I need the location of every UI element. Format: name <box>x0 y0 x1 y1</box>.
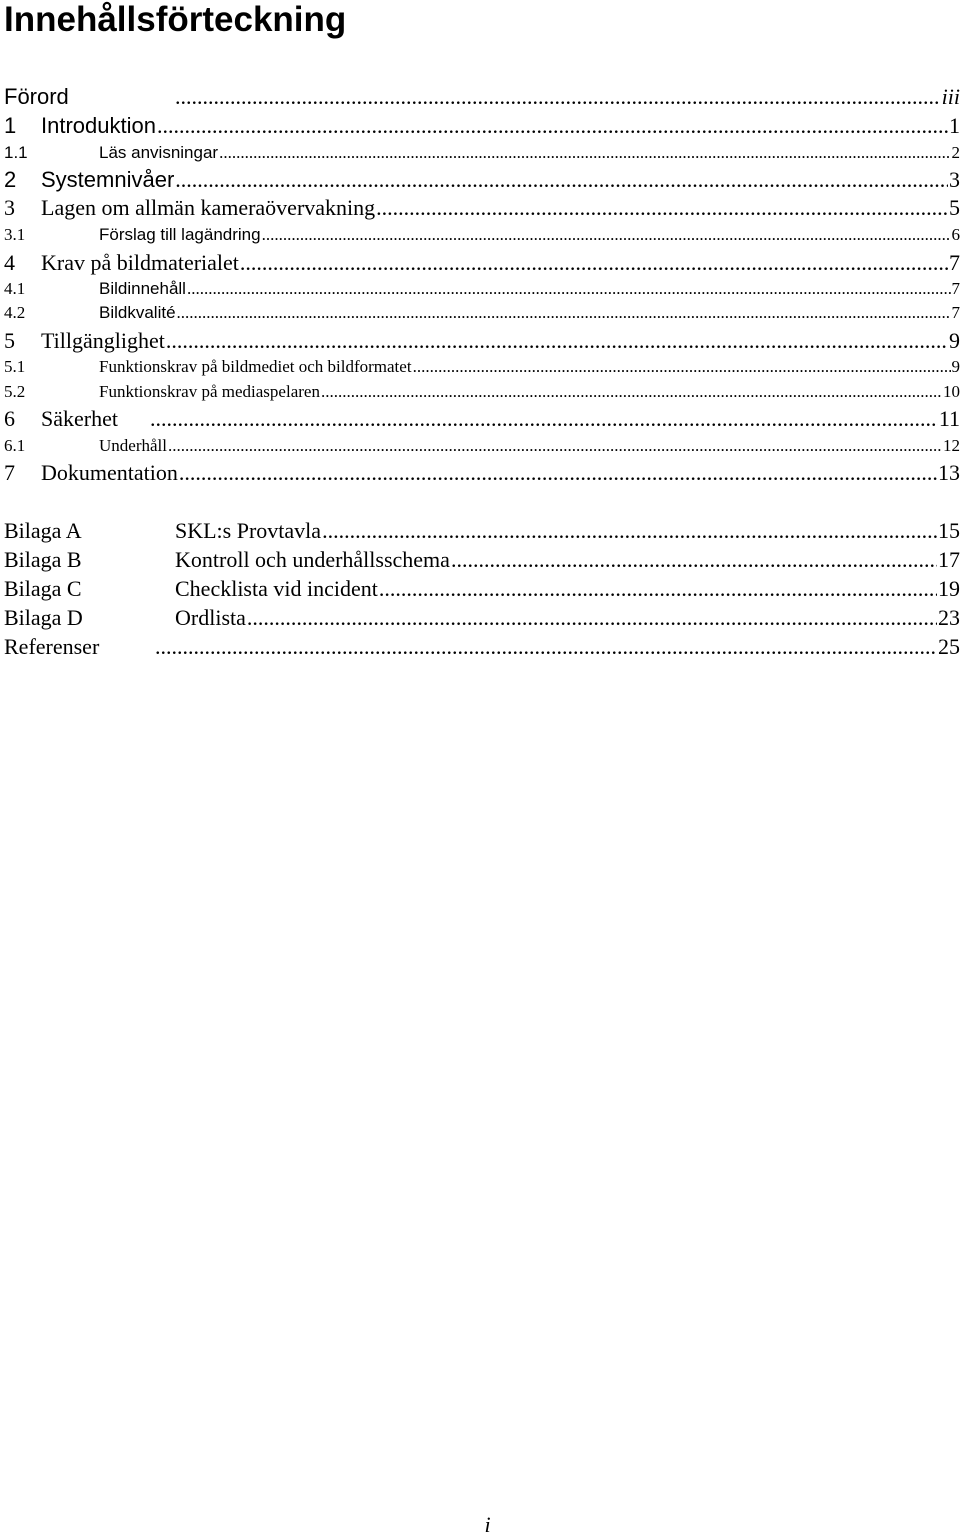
toc-entry-title: Funktionskrav på mediaspelaren <box>99 382 320 401</box>
toc-leader <box>247 605 937 631</box>
toc-references[interactable] <box>4 634 960 660</box>
toc-leader <box>219 143 950 163</box>
toc-section-number: 6 <box>4 406 15 431</box>
toc-entry-1-1[interactable] <box>4 143 960 163</box>
toc-leader <box>175 167 948 193</box>
toc-leader <box>150 406 938 432</box>
toc-page-number: 3 <box>949 167 960 192</box>
toc-page-number: 12 <box>943 436 960 455</box>
toc-page-number: 10 <box>943 382 960 401</box>
toc-page-number: 11 <box>938 406 960 431</box>
toc-leader <box>451 547 937 573</box>
toc-page-number: 23 <box>938 605 960 630</box>
toc-entry-title: Säkerhet <box>41 406 118 431</box>
toc-page-number: 7 <box>951 279 960 298</box>
toc-entry-title: Läs anvisningar <box>99 143 219 162</box>
toc-entry-4-2[interactable] <box>4 303 960 323</box>
toc-entry-1[interactable] <box>4 113 960 139</box>
toc-leader <box>322 518 937 544</box>
toc-leader <box>187 279 951 299</box>
toc-page-number: 15 <box>938 518 960 543</box>
toc-entry-title: Tillgänglighet <box>41 328 165 353</box>
toc-leader <box>240 250 948 276</box>
toc-page-number: 25 <box>938 634 960 659</box>
toc-entry-title: Förslag till lagändring <box>99 225 261 244</box>
toc-leader <box>157 113 948 139</box>
toc-leader <box>155 634 937 660</box>
toc-leader <box>379 576 937 602</box>
toc-entry-4-1[interactable] <box>4 279 960 299</box>
toc-entry-title: Systemnivåer <box>41 167 175 192</box>
toc-leader <box>376 195 948 221</box>
toc-leader <box>175 84 941 110</box>
toc-section-number: 4 <box>4 250 15 275</box>
toc-leader <box>168 436 942 456</box>
toc-page-number: 13 <box>938 460 960 485</box>
toc-appendix-d[interactable] <box>4 605 960 631</box>
toc-entry-4[interactable] <box>4 250 960 276</box>
toc-entry-title: Introduktion <box>41 113 156 138</box>
toc-entry-title: Referenser <box>4 634 100 659</box>
toc-page-number: 7 <box>951 303 960 322</box>
toc-section-number: 1.1 <box>4 143 28 162</box>
toc-section-number: 5.1 <box>4 357 26 376</box>
toc-entry-6[interactable] <box>4 406 960 432</box>
toc-entry-title: Krav på bildmaterialet <box>41 250 239 275</box>
toc-section-number: 4.2 <box>4 303 26 322</box>
toc-page-number: 5 <box>949 195 960 220</box>
toc-section-number: 4.1 <box>4 279 26 298</box>
toc-page-number: 9 <box>949 328 960 353</box>
toc-leader <box>179 460 937 486</box>
toc-section-number: 1 <box>4 113 17 138</box>
toc-entry-forord[interactable] <box>4 84 960 110</box>
toc-section-number: 3.1 <box>4 225 26 244</box>
toc-appendix-label: Bilaga A <box>4 518 82 543</box>
toc-page-number: 17 <box>938 547 960 572</box>
toc-entry-title: Bildinnehåll <box>99 279 186 298</box>
toc-page-number: 6 <box>951 225 960 244</box>
page-title: Innehållsförteckning <box>4 0 347 39</box>
toc-appendix-c[interactable] <box>4 576 960 602</box>
toc-entry-7[interactable] <box>4 460 960 486</box>
toc-page-number: 1 <box>949 113 960 138</box>
toc-page-number: 9 <box>951 357 960 376</box>
toc-leader <box>262 225 951 245</box>
toc-entry-5-2[interactable] <box>4 382 960 402</box>
toc-appendix-label: Bilaga C <box>4 576 82 601</box>
toc-entry-title: Underhåll <box>99 436 167 455</box>
toc-section-number: 5.2 <box>4 382 26 401</box>
toc-page-number: 7 <box>949 250 960 275</box>
toc-entry-title: SKL:s Provtavla <box>175 518 322 543</box>
toc-entry-6-1[interactable] <box>4 436 960 456</box>
toc-appendix-b[interactable] <box>4 547 960 573</box>
toc-section-number: 3 <box>4 195 15 220</box>
toc-entry-5[interactable] <box>4 328 960 354</box>
toc-appendix-a[interactable] <box>4 518 960 544</box>
toc-entry-title: Kontroll och underhållsschema <box>175 547 450 572</box>
toc-leader <box>321 382 942 402</box>
toc-entry-title: Ordlista <box>175 605 246 630</box>
toc-leader <box>177 303 951 323</box>
toc-entry-3-1[interactable] <box>4 225 960 245</box>
toc-section-number: 5 <box>4 328 15 353</box>
toc-entry-title: Funktionskrav på bildmediet och bildformatet <box>99 357 412 376</box>
toc-entry-title: Dokumentation <box>41 460 178 485</box>
toc-entry-2[interactable] <box>4 167 960 193</box>
toc-page-number: iii <box>941 84 960 109</box>
toc-section-number: 2 <box>4 167 17 192</box>
toc-leader <box>166 328 948 354</box>
toc-entry-title: Lagen om allmän kameraövervakning <box>41 195 376 220</box>
toc-entry-title: Bildkvalité <box>99 303 176 322</box>
toc-entry-3[interactable] <box>4 195 960 221</box>
toc-section-number: 6.1 <box>4 436 26 455</box>
toc-entry-title: Förord <box>4 84 69 109</box>
toc-entry-5-1[interactable] <box>4 357 960 377</box>
page-number: i <box>484 1512 491 1537</box>
toc-appendix-label: Bilaga B <box>4 547 82 572</box>
toc-page-number: 19 <box>938 576 960 601</box>
toc-entry-title: Checklista vid incident <box>175 576 378 601</box>
toc-page-number: 2 <box>951 143 960 162</box>
toc-appendix-label: Bilaga D <box>4 605 83 630</box>
toc-section-number: 7 <box>4 460 15 485</box>
toc-leader <box>413 357 951 377</box>
